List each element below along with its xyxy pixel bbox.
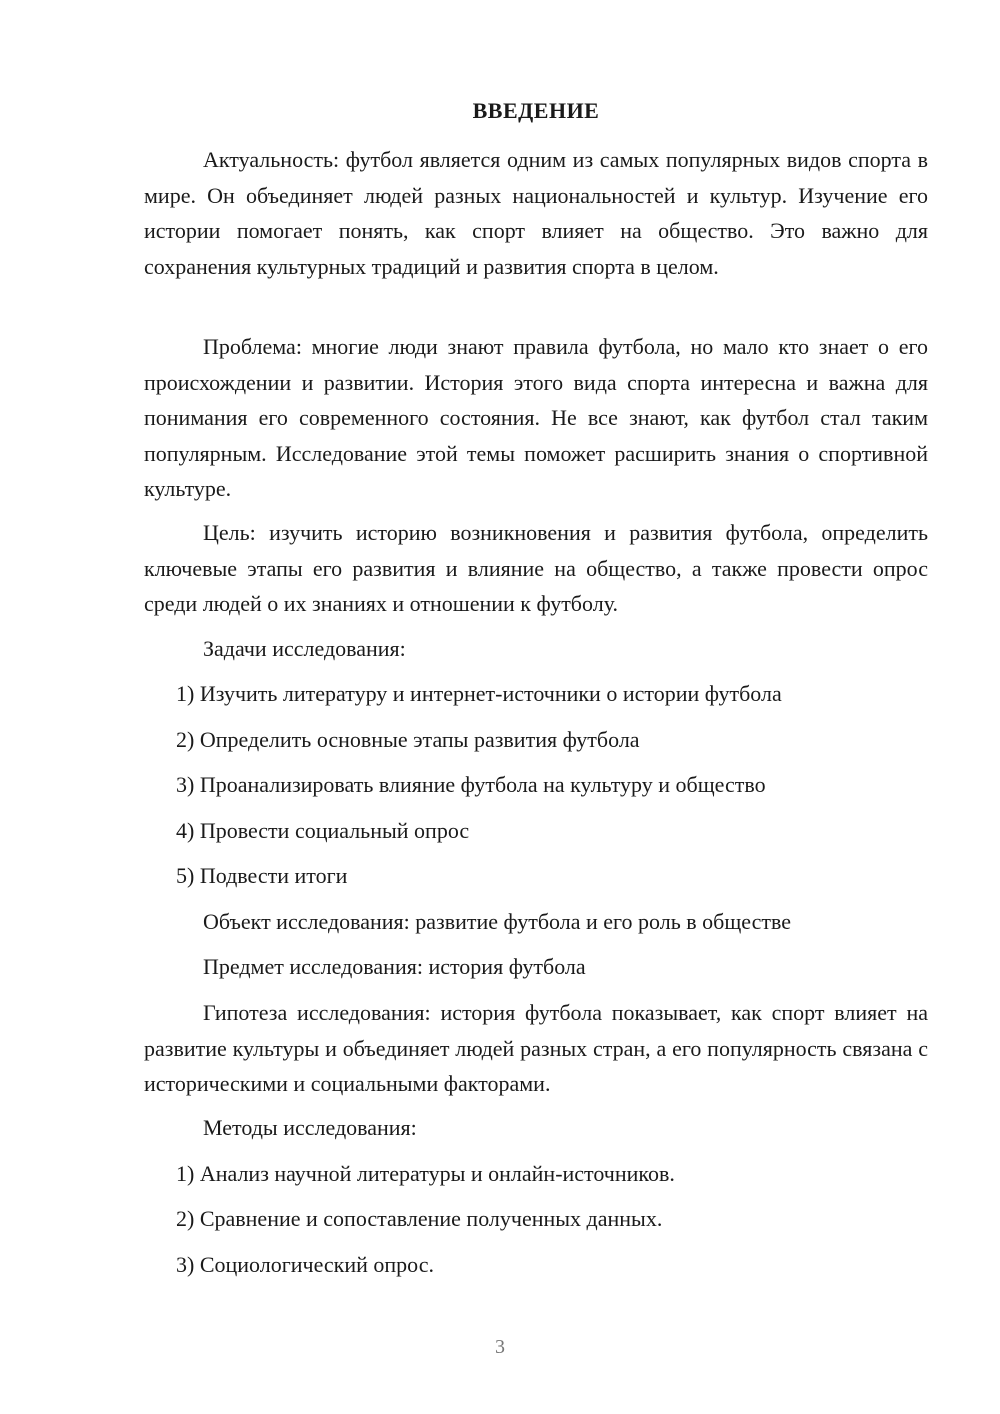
methods-title: Методы исследования: bbox=[203, 1115, 417, 1140]
paragraph-hypothesis: Гипотеза исследования: история футбола показывает, как спорт влияет на развитие культуры и объединяет людей разных стран, а его популярность связана с историческими и социальными факторами. bbox=[144, 1000, 928, 1096]
page-number: 3 bbox=[495, 1336, 505, 1358]
method-item: 3) Социологический опрос. bbox=[176, 1252, 434, 1277]
paragraph-goal: Цель: изучить историю возникновения и развития футбола, определить ключевые этапы его развития и влияние на общество, а также провести опрос среди людей о их знаниях и отношении к футболу. bbox=[144, 520, 928, 616]
task-item: 3) Проанализировать влияние футбола на культуру и общество bbox=[176, 772, 766, 797]
method-item: 1) Анализ научной литературы и онлайн-источников. bbox=[176, 1161, 675, 1186]
task-item: 2) Определить основные этапы развития футбола bbox=[176, 727, 640, 752]
paragraph-problem: Проблема: многие люди знают правила футбола, но мало кто знает о его происхождении и развитии. История этого вида спорта интересна и важна для понимания его современного состояния. Не все знают, как футбол стал таким популярным. Исследование этой темы поможет расширить знания о спортивной культуре. bbox=[144, 334, 928, 501]
paragraph-relevance: Актуальность: футбол является одним из самых популярных видов спорта в мире. Он объединяет людей разных национальностей и культур. Изучение его истории помогает понять, как спорт влияет на общество. Это важно для сохранения культурных традиций и развития спорта в целом. bbox=[144, 147, 928, 279]
task-item: 4) Провести социальный опрос bbox=[176, 818, 470, 843]
section-heading: ВВЕДЕНИЕ bbox=[472, 98, 600, 123]
research-subject: Предмет исследования: история футбола bbox=[203, 954, 586, 979]
research-object: Объект исследования: развитие футбола и его роль в обществе bbox=[203, 909, 791, 934]
tasks-title: Задачи исследования: bbox=[203, 636, 406, 661]
method-item: 2) Сравнение и сопоставление полученных данных. bbox=[176, 1206, 663, 1231]
task-item: 1) Изучить литературу и интернет-источники о истории футбола bbox=[176, 681, 782, 706]
task-item: 5) Подвести итоги bbox=[176, 863, 348, 888]
